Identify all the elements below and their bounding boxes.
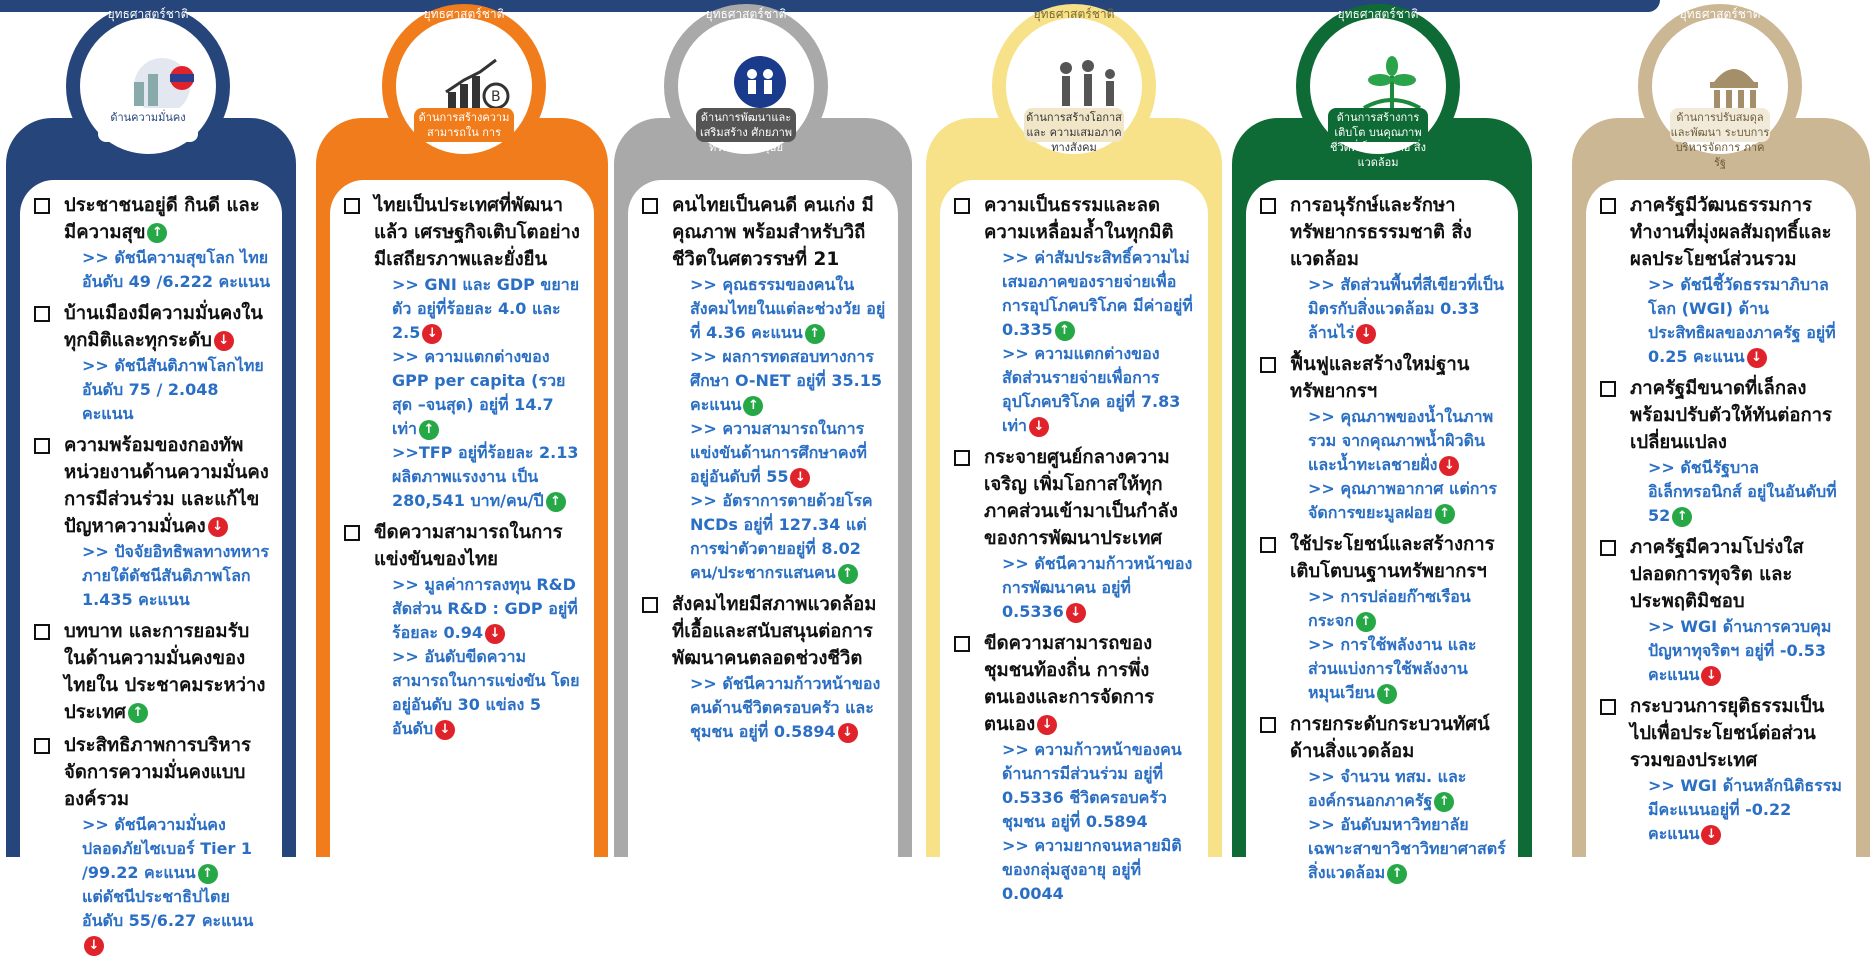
- indicator-text: [1290, 405, 1506, 477]
- goal-item: [32, 618, 270, 726]
- panel-content: [628, 180, 898, 857]
- arrow-down-icon: ↓: [214, 331, 234, 351]
- indicator-text: [64, 813, 270, 885]
- strategy-label: ด้านความมั่นคง: [98, 108, 198, 142]
- strategy-panel-5: [1232, 118, 1532, 882]
- indicator-value: >> GNI และ GDP ขยายตัว อยู่ที่ร้อยละ 4.0 และ 2.5: [392, 275, 580, 342]
- goal-item: [32, 432, 270, 612]
- indicator-text: [1290, 477, 1506, 525]
- panel-content: [1246, 180, 1518, 882]
- indicator-value: >> คุณภาพอากาศ แต่การจัดการขยะมูลฝอย: [1308, 479, 1497, 522]
- arrow-up-icon: ↑: [147, 223, 167, 243]
- goal-list: [32, 192, 270, 957]
- emblem-art: [430, 52, 526, 116]
- goal-list: [1598, 192, 1844, 846]
- indicator-value: >> ดัชนีชี้วัดธรรมาภิบาลโลก (WGI) ด้านประสิทธิผลของภาครัฐ อยู่ที่ 0.25 คะแนน: [1648, 275, 1836, 366]
- goal-item: [1258, 531, 1506, 705]
- indicator-text: [1290, 633, 1506, 705]
- indicator-value: แต่ดัชนีประชาธิปไตย อันดับ 55/6.27 คะแนน: [82, 887, 254, 930]
- indicator-text: [1290, 813, 1506, 885]
- arrow-down-icon: ↓: [485, 624, 505, 644]
- goal-text: ภาครัฐมีความโปร่งใส ปลอดการทุจริต และประพฤติมิชอบ: [1630, 537, 1804, 612]
- goal-text: ประสิทธิภาพการบริหารจัดการความมั่นคงแบบองค์รวม: [64, 735, 251, 810]
- indicator-text: [1630, 273, 1844, 369]
- indicator-value: >> ความยากจนหลายมิติของกลุ่มสูงอายุ อยู่ที่ 0.0044: [1002, 836, 1182, 903]
- indicator-text: [984, 342, 1196, 438]
- arrow-down-icon: ↓: [1066, 603, 1086, 623]
- indicator-value: >> ความแตกต่างของสัดส่วนรายจ่ายเพื่อการอุปโภคบริโภค อยู่ที่ 7.83 เท่า: [1002, 344, 1181, 435]
- indicator-text: [64, 540, 270, 612]
- indicator-value: >> สัดส่วนพื้นที่สีเขียวที่เป็นมิตรกับสิ่งแวดล้อม 0.33 ล้านไร่: [1308, 275, 1504, 342]
- panel-content: [940, 180, 1208, 903]
- indicator-value: >> ปัจจัยอิทธิพลทางทหาร ภายใต้ดัชนีสันติภาพโลก 1.435 คะแนน: [82, 542, 269, 609]
- goal-text: คนไทยเป็นคนดี คนเก่ง มีคุณภาพ พร้อมสำหรับวิถีชีวิตในศตวรรษที่ 21: [672, 195, 874, 270]
- goal-item: [32, 732, 270, 957]
- indicator-value: >> ดัชนีความมั่นคงปลอดภัยไซเบอร์ Tier 1 /99.22 คะแนน: [82, 815, 253, 882]
- arrow-down-icon: ↓: [1439, 456, 1459, 476]
- strategy-panel-1: [6, 118, 296, 953]
- indicator-text: [64, 354, 270, 426]
- indicator-value: >> ดัชนีความก้าวหน้าของการพัฒนาคน อยู่ที่ 0.5336: [1002, 554, 1193, 621]
- indicator-text: [1290, 765, 1506, 813]
- emblem-art: [1686, 52, 1782, 116]
- goal-item: [32, 192, 270, 294]
- ring-title: ยุทธศาสตร์ชาติ: [705, 7, 787, 21]
- goal-list: [640, 192, 886, 744]
- panel-content: [20, 180, 282, 953]
- indicator-value: >> WGI ด้านหลักนิติธรรม มีคะแนนอยู่ที่ -0.22 คะแนน: [1648, 776, 1842, 843]
- arrow-down-icon: ↓: [838, 723, 858, 743]
- ring-title: ยุทธศาสตร์ชาติ: [1679, 7, 1761, 21]
- goal-text: ใช้ประโยชน์และสร้างการเติบโตบนฐานทรัพยากรฯ: [1290, 534, 1495, 582]
- arrow-up-icon: ↑: [198, 864, 218, 884]
- indicator-value: >> การปล่อยก๊าซเรือนกระจก: [1308, 587, 1471, 630]
- indicator-text: [374, 441, 582, 513]
- strategy-label: ด้านการสร้างความสามารถใน การแข่งขัน: [414, 108, 514, 142]
- goal-text: ความเป็นธรรมและลดความเหลื่อมล้ำในทุกมิติ: [984, 195, 1174, 243]
- goal-item: [342, 519, 582, 741]
- arrow-down-icon: ↓: [1029, 417, 1049, 437]
- indicator-text: [1290, 585, 1506, 633]
- indicator-text: [64, 885, 270, 957]
- indicator-text: [374, 273, 582, 345]
- goal-item: [1258, 351, 1506, 525]
- indicator-value: >> ดัชนีความสุขโลก ไทยอันดับ 49 /6.222 คะแนน: [82, 248, 271, 291]
- indicator-value: >> ความแตกต่างของ GPP per capita (รวยสุด –จนสุด) อยู่ที่ 14.7 เท่า: [392, 347, 566, 438]
- indicator-value: >> คุณภาพของน้ำในภาพรวม จากคุณภาพน้ำผิวดินและน้ำทะเลชายฝั่ง: [1308, 407, 1494, 474]
- goal-text: สังคมไทยมีสภาพแวดล้อมที่เอื้อและสนับสนุนต่อการพัฒนาคนตลอดช่วงชีวิต: [672, 594, 877, 669]
- government-building-icon: [1638, 4, 1802, 168]
- indicator-text: [1630, 774, 1844, 846]
- indicator-text: [672, 345, 886, 417]
- arrow-up-icon: ↑: [1435, 504, 1455, 524]
- indicator-text: [1630, 456, 1844, 528]
- ring-title: ยุทธศาสตร์ชาติ: [1337, 7, 1419, 21]
- goal-text: ภาครัฐมีขนาดที่เล็กลง พร้อมปรับตัวให้ทันต่อการเปลี่ยนแปลง: [1630, 378, 1832, 453]
- indicator-text: [984, 552, 1196, 624]
- goal-item: [640, 192, 886, 585]
- goal-item: [952, 444, 1196, 624]
- indicator-text: [672, 672, 886, 744]
- goal-item: [1258, 192, 1506, 345]
- emblem-art: [1040, 52, 1136, 116]
- indicator-text: [374, 573, 582, 645]
- equality-people-icon: [992, 4, 1156, 168]
- indicator-value: >> WGI ด้านการควบคุมปัญหาทุจริตฯ อยู่ที่ -0.53 คะแนน: [1648, 617, 1832, 684]
- plant-growth-icon: [1296, 4, 1460, 168]
- arrow-up-icon: ↑: [805, 324, 825, 344]
- indicator-value: >> ความก้าวหน้าของคนด้านการมีส่วนร่วม อยู่ที่ 0.5336 ชีวิตครอบครัวชุมชน อยู่ที่ 0.5894: [1002, 740, 1182, 831]
- arrow-up-icon: ↑: [1377, 684, 1397, 704]
- arrow-down-icon: ↓: [84, 936, 104, 956]
- arrow-up-icon: ↑: [838, 564, 858, 584]
- security-icon: [66, 4, 230, 168]
- ring-title: ยุทธศาสตร์ชาติ: [1033, 7, 1115, 21]
- goal-item: [342, 192, 582, 513]
- goal-text: ภาครัฐมีวัฒนธรรมการทำงานที่มุ่งผลสัมฤทธิ์และผลประโยชน์ส่วนรวม: [1630, 195, 1832, 270]
- goal-item: [952, 630, 1196, 906]
- arrow-up-icon: ↑: [1434, 792, 1454, 812]
- goal-list: [952, 192, 1196, 906]
- indicator-text: [672, 273, 886, 345]
- arrow-down-icon: ↓: [1356, 324, 1376, 344]
- indicator-value: >> อันดับมหาวิทยาลัยเฉพาะสาขาวิชาวิทยาศาสตร์ สิ่งแวดล้อม: [1308, 815, 1506, 882]
- arrow-down-icon: ↓: [435, 720, 455, 740]
- indicator-text: [374, 645, 582, 741]
- panel-content: [330, 180, 594, 857]
- indicator-value: >> ค่าสัมประสิทธิ์ความไม่เสมอภาคของรายจ่ายเพื่อการอุปโภคบริโภค มีค่าอยู่ที่ 0.335: [1002, 248, 1193, 339]
- arrow-down-icon: ↓: [1701, 666, 1721, 686]
- arrow-down-icon: ↓: [422, 324, 442, 344]
- arrow-up-icon: ↑: [1055, 321, 1075, 341]
- goal-text: ขีดความสามารถของชุมชนท้องถิ่น การพึ่งตนเองและการจัดการตนเอง: [984, 633, 1155, 735]
- strategy-label: ด้านการสร้างโอกาสและ ความเสมอภาคทางสังคม: [1024, 108, 1124, 142]
- goal-item: [1598, 375, 1844, 528]
- goal-item: [32, 300, 270, 426]
- goal-item: [1258, 711, 1506, 885]
- arrow-down-icon: ↓: [1037, 715, 1057, 735]
- indicator-value: >> ดัชนีรัฐบาลอิเล็กทรอนิกส์ อยู่ในอันดับที่ 52: [1648, 458, 1837, 525]
- indicator-value: >> จำนวน ทสม. และองค์กรนอกภาครัฐ: [1308, 767, 1467, 810]
- strategy-panel-6: [1572, 118, 1870, 857]
- indicator-text: [1630, 615, 1844, 687]
- indicator-text: [672, 417, 886, 489]
- indicator-text: [64, 246, 270, 294]
- goal-item: [1598, 192, 1844, 369]
- strategy-panel-4: [926, 118, 1222, 903]
- arrow-up-icon: ↑: [419, 420, 439, 440]
- goal-text: กระจายศูนย์กลางความเจริญ เพิ่มโอกาสให้ทุกภาคส่วนเข้ามาเป็นกำลังของการพัฒนาประเทศ: [984, 447, 1178, 549]
- arrow-down-icon: ↓: [1701, 825, 1721, 845]
- arrow-up-icon: ↑: [1387, 864, 1407, 884]
- indicator-text: [672, 489, 886, 585]
- strategy-label: ด้านการปรับสมดุลและพัฒนา ระบบการบริหารจัดการ ภาครัฐ: [1670, 108, 1770, 142]
- goal-text: ไทยเป็นประเทศที่พัฒนาแล้ว เศรษฐกิจเติบโตอย่างมีเสถียรภาพและยั่งยืน: [374, 195, 580, 270]
- indicator-value: >> มูลค่าการลงทุน R&D สัดส่วน R&D : GDP อยู่ที่ร้อยละ 0.94: [392, 575, 578, 642]
- indicator-value: >> ผลการทดสอบทางการศึกษา O-NET อยู่ที่ 35.15 คะแนน: [690, 347, 882, 414]
- indicator-text: [984, 738, 1196, 834]
- ring-title: ยุทธศาสตร์ชาติ: [107, 7, 189, 21]
- arrow-down-icon: ↓: [208, 517, 228, 537]
- indicator-text: [1290, 273, 1506, 345]
- arrow-down-icon: ↓: [790, 468, 810, 488]
- indicator-value: >> อันดับขีดความสามารถในการแข่งขัน โดยอยู่อันดับ 30 แข่ลง 5 อันดับ: [392, 647, 580, 738]
- emblem-art: [712, 52, 808, 116]
- goal-item: [1598, 534, 1844, 687]
- arrow-down-icon: ↓: [1747, 348, 1767, 368]
- ring-title: ยุทธศาสตร์ชาติ: [423, 7, 505, 21]
- strategy-label: ด้านการสร้างการเติบโต บนคุณภาพชีวิตที่เป็นมิตรต่อ สิ่งแวดล้อม: [1328, 108, 1428, 142]
- strategy-panel-3: [614, 118, 912, 857]
- indicator-text: [374, 345, 582, 441]
- goal-text: ขีดความสามารถในการแข่งขันของไทย: [374, 522, 563, 570]
- goal-list: [342, 192, 582, 741]
- arrow-up-icon: ↑: [1356, 612, 1376, 632]
- goal-item: [1598, 693, 1844, 846]
- arrow-up-icon: ↑: [128, 703, 148, 723]
- indicator-value: >> อัตราการตายด้วยโรค NCDs อยู่ที่ 127.34 แต่การฆ่าตัวตายอยู่ที่ 8.02 คน/ประชากรแสนคน: [690, 491, 873, 582]
- indicator-text: [984, 246, 1196, 342]
- family-care-icon: [664, 4, 828, 168]
- panel-content: [1586, 180, 1856, 857]
- indicator-value: >> การใช้พลังงาน และ ส่วนแบ่งการใช้พลังงานหมุนเวียน: [1308, 635, 1477, 702]
- goal-text: การอนุรักษ์และรักษาทรัพยากรธรรมชาติ สิ่งแวดล้อม: [1290, 195, 1472, 270]
- goal-text: การยกระดับกระบวนทัศน์ด้านสิ่งแวดล้อม: [1290, 714, 1490, 762]
- arrow-up-icon: ↑: [546, 492, 566, 512]
- indicator-value: >> ความสามารถในการแข่งขันด้านการศึกษาคงที่ อยู่อันดับที่ 55: [690, 419, 867, 486]
- goal-text: บ้านเมืองมีความมั่นคงในทุกมิติและทุกระดับ: [64, 303, 263, 351]
- goal-text: ความพร้อมของกองทัพ หน่วยงานด้านความมั่นคง การมีส่วนร่วม และแก้ไขปัญหาความมั่นคง: [64, 435, 269, 537]
- goal-text: ฟื้นฟูและสร้างใหม่ฐานทรัพยากรฯ: [1290, 354, 1470, 402]
- arrow-up-icon: ↑: [743, 396, 763, 416]
- goal-text: กระบวนการยุติธรรมเป็นไปเพื่อประโยชน์ต่อส่วนรวมของประเทศ: [1630, 696, 1825, 771]
- indicator-value: >> คุณธรรมของคนในสังคมไทยในแต่ละช่วงวัย อยู่ที่ 4.36 คะแนน: [690, 275, 886, 342]
- goal-text: บทบาท และการยอมรับในด้านความมั่นคงของไทยใน ประชาคมระหว่างประเทศ: [64, 621, 266, 723]
- goal-item: [640, 591, 886, 744]
- indicator-text: [984, 834, 1196, 906]
- strategy-panel-2: [316, 118, 608, 857]
- emblem-art: [114, 52, 210, 116]
- arrow-up-icon: ↑: [1672, 507, 1692, 527]
- goal-list: [1258, 192, 1506, 885]
- strategy-label: ด้านการพัฒนาและเสริมสร้าง ศักยภาพทรัพยากรมนุษย์: [696, 108, 796, 142]
- indicator-value: >>TFP อยู่ที่ร้อยละ 2.13 ผลิตภาพแรงงาน เป็น 280,541 บาท/คน/ปี: [392, 443, 579, 510]
- indicator-value: >> ดัชนีความก้าวหน้าของคนด้านชีวิตครอบครัว และชุมชน อยู่ที่ 0.5894: [690, 674, 881, 741]
- goal-text: ประชาชนอยู่ดี กินดี และมีความสุข: [64, 195, 260, 243]
- emblem-art: [1344, 52, 1440, 116]
- svg-text:B: B: [491, 89, 501, 105]
- indicator-value: >> ดัชนีสันติภาพโลกไทย อันดับ 75 / 2.048 คะแนน: [82, 356, 264, 423]
- goal-item: [952, 192, 1196, 438]
- bitcoin-chart-icon: [382, 4, 546, 168]
